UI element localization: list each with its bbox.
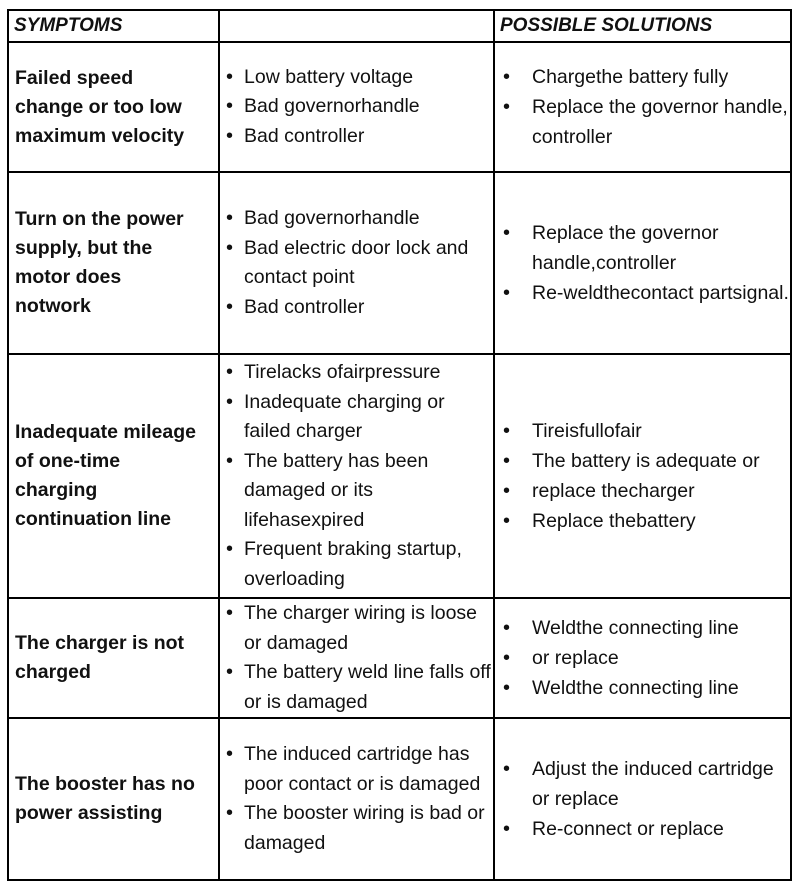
symptom-line: The booster has no [15,773,195,795]
table-row [8,718,791,880]
cause-item: • Frequent braking startup, overloading [220,535,493,594]
symptom-cell [8,42,219,172]
symptom-line: maximum velocity [15,124,185,147]
troubleshooting-table [7,9,792,881]
table-row [8,354,791,598]
header-row [8,10,791,42]
solution-item: • Adjust the induced cartridge or replace [495,754,790,814]
symptom-line: motor does [15,266,122,288]
symptom-line: charged [15,661,91,683]
header-symptoms: SYMPTOMS [8,10,219,42]
cause-cell [219,354,494,598]
cause-item: • Bad governorhandle [220,204,493,234]
solution-item: • or replace [495,643,790,673]
solution-cell [494,598,791,718]
symptom-cell [8,354,219,598]
solution-item: • Tireisfullofair [495,416,790,446]
solution-item: • Weldthe connecting line [495,673,790,703]
cause-item: • Bad controller [220,293,493,323]
cause-cell [219,42,494,172]
cause-cell [219,598,494,718]
header-causes [219,10,494,42]
symptom-line: The charger is not [15,632,185,654]
solution-item: • replace thecharger [495,476,790,506]
header-solutions: POSSIBLE SOLUTIONS [494,10,791,42]
cause-item: • Inadequate charging or failed charger [220,388,493,447]
table-row [8,598,791,718]
cause-item: • The battery weld line falls off or is damaged [220,658,493,717]
symptom-line: of one-time [15,450,121,472]
cause-cell [219,718,494,880]
solution-item: • Replace thebattery [495,506,790,536]
solution-item: • The battery is adequate or [495,446,790,476]
symptom-cell [8,598,219,718]
cause-item: • Bad controller [220,122,493,152]
cause-item: • The battery has been damaged or its lifehasexpired [220,447,493,536]
solution-cell [494,354,791,598]
symptom-line: supply, but the [15,237,153,259]
solution-item: • Re-connect or replace [495,814,790,844]
symptom-line: power assisting [15,802,163,824]
table-row [8,42,791,172]
solution-cell [494,42,791,172]
solution-item: • Weldthe connecting line [495,613,790,643]
solution-cell [494,172,791,354]
solution-item: • Re-weldthecontact partsignal. [495,278,790,308]
symptom-line: change or too low [15,95,182,118]
cause-item: • The induced cartridge has poor contact or is damaged [220,740,493,799]
symptom-line: notwork [15,295,91,317]
cause-item: • The booster wiring is bad or damaged [220,799,493,858]
symptom-line: Failed speed [15,66,134,89]
cause-item: • Bad governorhandle [220,92,493,122]
cause-item: • The charger wiring is loose or damaged [220,599,493,658]
cause-cell [219,172,494,354]
symptom-cell [8,172,219,354]
solution-item: • Replace the governor handle,controller [495,218,790,278]
symptom-line: Inadequate mileage [15,421,196,443]
symptom-line: Turn on the power [15,208,184,230]
cause-item: • Low battery voltage [220,63,493,93]
solution-item: • Chargethe battery fully [495,62,790,92]
symptom-line: charging [15,479,98,501]
solution-cell [494,718,791,880]
symptom-line: continuation line [15,508,171,530]
cause-item: • Bad electric door lock and contact point [220,234,493,293]
table-row [8,172,791,354]
symptom-cell [8,718,219,880]
solution-item: • Replace the governor handle, controller [495,92,790,152]
cause-item: • Tirelacks ofairpressure [220,358,493,388]
